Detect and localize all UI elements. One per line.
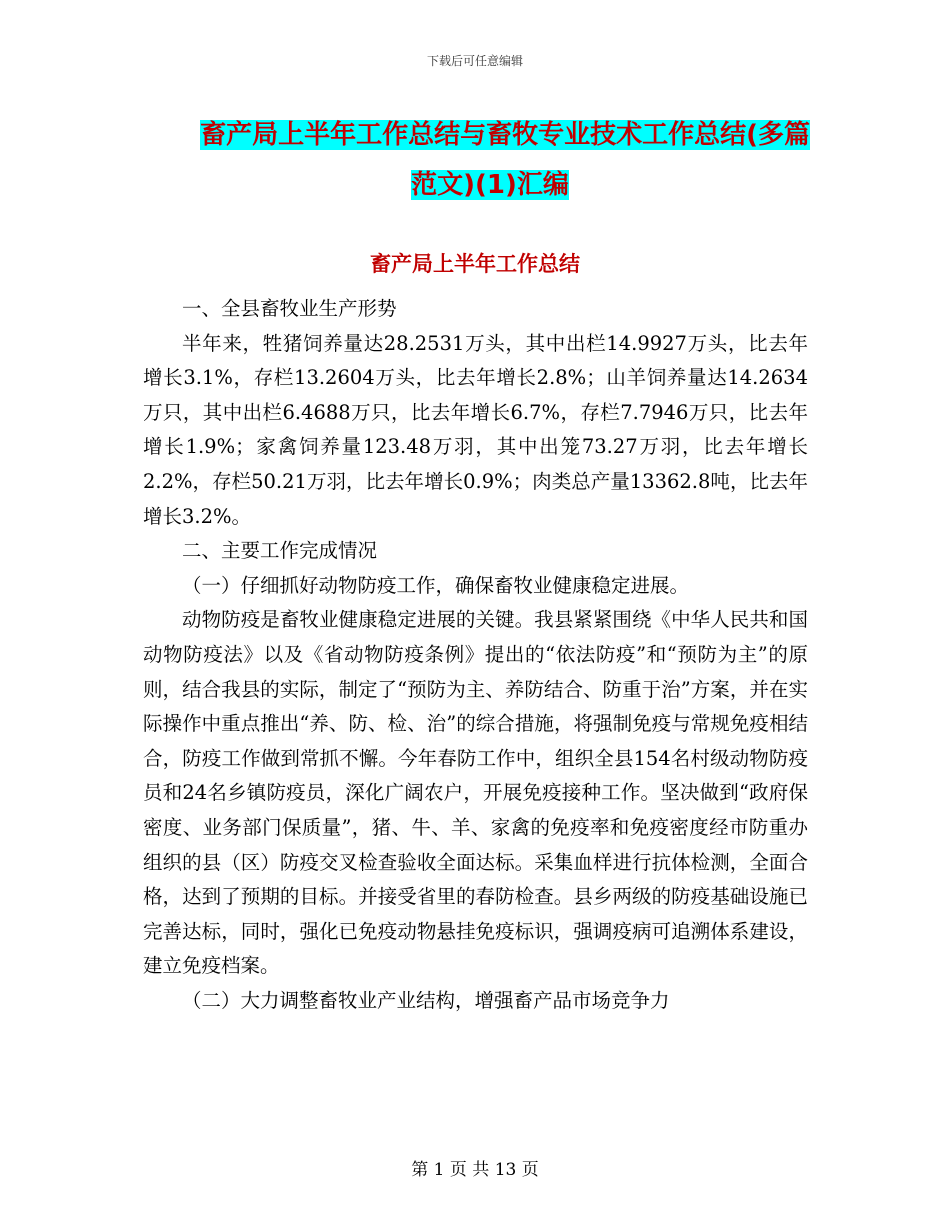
page-number: 第 1 页 共 13 页: [411, 1160, 539, 1180]
paragraph-subheading-1: （一）仔细抓好动物防疫工作，确保畜牧业健康稳定进展。: [182, 573, 690, 597]
paragraph-subheading-2: （二）大力调整畜牧业产业结构，增强畜产品市场竞争力: [182, 988, 670, 1012]
paragraph-heading-1: 一、全县畜牧业生产形势: [182, 297, 397, 320]
paragraph: 动物防疫是畜牧业健康稳定进展的关键。我县紧紧围绕《中华人民共和国动物防疫法》以及《省动物防疫条例》提出的“依法防疫”和“预防为主”的原则，结合我县的实际，制定了“预防为主、养防结合、防重于治”方案，并在实际操作中重点推出“养、防、检、治”的综合措施，将强制免疫与常规免疫相结合，防疫工作做到常抓不懈。今年春防工作中，组织全县154名村级动物防疫员和24名乡镇防疫员，深化广阔农户，开展免疫接种工作。坚决做到“政府保密度、业务部门保质量”，猪、牛、羊、家禽的免疫率和免疫密度经市防重办组织的县（区）防疫交叉检查验收全面达标。采集血样进行抗体检测，全面合格，达到了预期的目标。并接受省里的春防检查。县乡两级的防疫基础设施已完善达标，同时，强化已免疫动物悬挂免疫标识，强调疫病可追溯体系建设，建立免疫档案。: [143, 608, 808, 978]
document-body: [143, 292, 808, 1018]
page-header-note: 下载后可任意编辑: [426, 54, 523, 68]
title-line-1: 畜产局上半年工作总结与畜牧专业技术工作总结(多篇: [200, 120, 810, 150]
paragraph-heading-2: 二、主要工作完成情况: [182, 539, 378, 563]
title-line-2: 范文)(1)汇编: [411, 170, 569, 200]
document-title: [140, 110, 840, 210]
paragraph: 半年来，牲猪饲养量达28.2531万头，其中出栏14.9927万头，比去年增长3.1%，存栏13.2604万头，比去年增长2.8%；山羊饲养量达14.2634万只，其中出栏6.4688万只，比去年增长6.7%，存栏7.7946万只，比去年增长1.9%；家禽饲养量123.48万羽，其中出笼73.27万羽，比去年增长2.2%，存栏50.21万羽，比去年增长0.9%；肉类总产量13362.8吨，比去年增长3.2%。: [143, 331, 808, 528]
section-title: 畜产局上半年工作总结: [370, 252, 580, 276]
